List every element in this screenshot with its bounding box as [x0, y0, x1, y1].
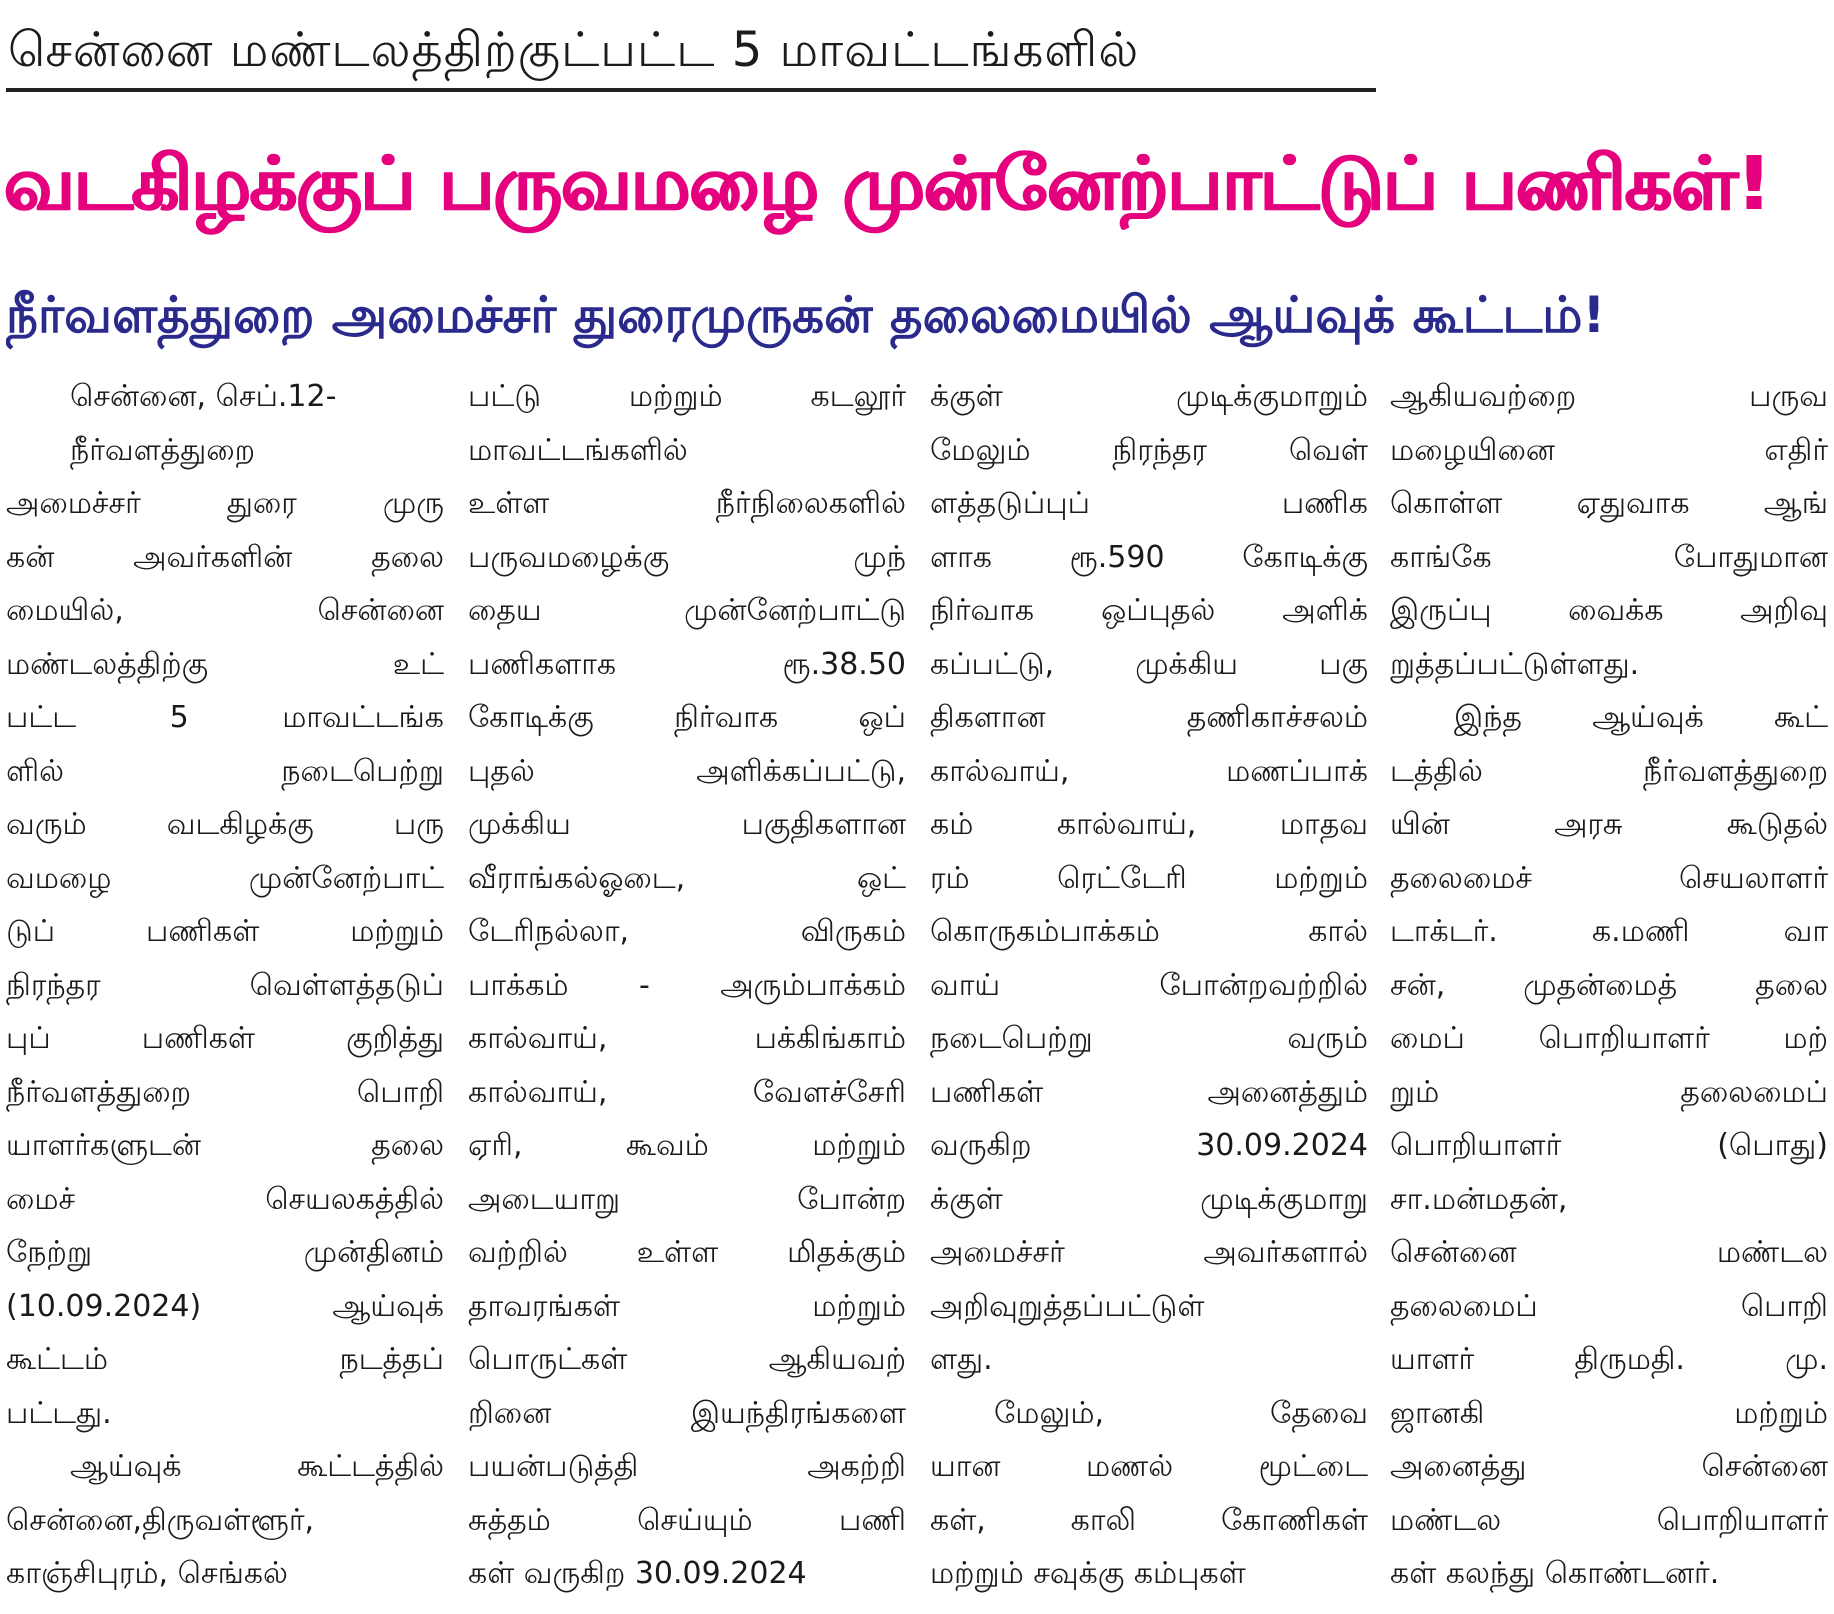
column-line: மேலும் நிரந்தர வெள் — [930, 432, 1368, 468]
column-line: நிரந்தர வெள்ளத்தடுப் — [6, 967, 444, 1003]
column-line: பருவமழைக்கு முந் — [468, 539, 906, 575]
column-line: அமைச்சர் அவர்களால் — [930, 1235, 1368, 1270]
column-line: ளது. — [930, 1342, 993, 1377]
headline: வடகிழக்குப் பருவமழை முன்னேற்பாட்டுப் பணிகள்! — [4, 141, 1770, 227]
column-line: சா.மன்மதன், — [1390, 1181, 1568, 1217]
column-line: டாக்டர். க.மணி வா — [1390, 914, 1828, 949]
column-line: றினை இயந்திரங்களை — [468, 1395, 906, 1431]
column-line: கூட்டம் நடத்தப் — [6, 1342, 444, 1377]
column-line: தலைமைப் பொறி — [1390, 1288, 1828, 1324]
column-line: ரம் ரெட்டேரி மற்றும் — [930, 860, 1368, 896]
column-line: கொருகம்பாக்கம் கால் — [930, 914, 1368, 949]
column-line: கள், காலி கோணிகள் — [930, 1502, 1368, 1538]
column-line: நீர்வளத்துறை பொறி — [6, 1074, 444, 1110]
column-line: வீராங்கல்ஓடை, ஒட் — [468, 860, 906, 896]
kicker-text: சென்னை மண்டலத்திற்குட்பட்ட 5 மாவட்டங்களில் — [8, 22, 1140, 78]
column-line: கால்வாய், பக்கிங்காம் — [468, 1021, 906, 1056]
column-line: தலைமைச் செயலாளர் — [1390, 860, 1828, 896]
column-line: புப் பணிகள் குறித்து — [6, 1021, 444, 1056]
column-line: மைச் செயலகத்தில் — [6, 1181, 444, 1217]
column-line: ளில் நடைபெற்று — [6, 753, 444, 789]
column-line: அடையாறு போன்ற — [468, 1181, 906, 1217]
column-line: வரும் வடகிழக்கு பரு — [6, 807, 444, 842]
column-line: சென்னை, செப்.12- — [70, 379, 337, 414]
column-line: இந்த ஆய்வுக் கூட் — [1454, 700, 1828, 735]
column-line: நடைபெற்று வரும் — [930, 1021, 1368, 1056]
column-line: கப்பட்டு, முக்கிய பகு — [930, 646, 1368, 682]
column-line: யின் அரசு கூடுதல் — [1390, 807, 1828, 842]
column-line: அனைத்து சென்னை — [1390, 1449, 1828, 1484]
column-line: மையில், சென்னை — [6, 593, 444, 628]
column-line: தைய முன்னேற்பாட்டு — [468, 593, 906, 628]
column-line: டேரிநல்லா, விருகம் — [468, 914, 906, 949]
column-line: நிர்வாக ஒப்புதல் அளிக் — [930, 593, 1368, 628]
article-column-1 — [6, 370, 444, 1610]
column-line: வாய் போன்றவற்றில் — [930, 967, 1368, 1003]
column-line: இருப்பு வைக்க அறிவு — [1390, 593, 1828, 628]
article-column-2 — [468, 370, 906, 1610]
column-line: டத்தில் நீர்வளத்துறை — [1390, 753, 1828, 789]
column-line: பொறியாளர் (பொது) — [1390, 1128, 1828, 1163]
column-line: டுப் பணிகள் மற்றும் — [6, 914, 444, 949]
column-line: உள்ள நீர்நிலைகளில் — [468, 486, 906, 521]
column-line: பாக்கம் - அரும்பாக்கம் — [468, 967, 906, 1003]
column-line: மண்டலத்திற்கு உட் — [6, 646, 444, 682]
column-line: மாவட்டங்களில் — [468, 432, 688, 468]
column-line: நேற்று முன்தினம் — [6, 1235, 444, 1270]
column-line: சென்னை,திருவள்ளூர், — [6, 1502, 315, 1538]
column-line: திகளான தணிகாச்சலம் — [930, 700, 1368, 735]
column-line: கள் வருகிற 30.09.2024 — [468, 1556, 807, 1591]
column-line: பயன்படுத்தி அகற்றி — [468, 1449, 906, 1484]
column-line: க்குள் முடிக்குமாறு — [930, 1181, 1368, 1217]
column-line: ஜானகி மற்றும் — [1390, 1395, 1828, 1431]
column-line: வருகிற 30.09.2024 — [930, 1128, 1368, 1163]
column-line: யாளர்களுடன் தலை — [6, 1128, 444, 1163]
column-line: க்குள் முடிக்குமாறும் — [930, 379, 1368, 414]
column-line: பட்டது. — [6, 1395, 112, 1431]
column-line: அறிவுறுத்தப்பட்டுள் — [930, 1288, 1205, 1324]
column-line: மேலும், தேவை — [994, 1395, 1368, 1431]
column-line: றுத்தப்பட்டுள்ளது. — [1390, 646, 1640, 682]
column-line: சுத்தம் செய்யும் பணி — [468, 1502, 906, 1538]
column-line: காங்கே போதுமான — [1390, 539, 1828, 575]
column-line: சென்னை மண்டல — [1390, 1235, 1828, 1270]
column-line: கால்வாய், மணப்பாக் — [930, 753, 1368, 789]
column-line: புதல் அளிக்கப்பட்டு, — [468, 753, 906, 789]
column-line: ஆகியவற்றை பருவ — [1390, 379, 1828, 414]
column-line: வமழை முன்னேற்பாட் — [6, 860, 444, 896]
column-line: ளாக ரூ.590 கோடிக்கு — [930, 539, 1368, 575]
column-line: ளத்தடுப்புப் பணிக — [930, 486, 1368, 521]
column-line: தாவரங்கள் மற்றும் — [468, 1288, 906, 1324]
column-line: கால்வாய், வேளச்சேரி — [468, 1074, 906, 1110]
column-line: கன் அவர்களின் தலை — [6, 539, 444, 575]
column-line: முக்கிய பகுதிகளான — [468, 807, 906, 842]
column-line: பட்டு மற்றும் கடலூர் — [468, 379, 906, 414]
column-line: மண்டல பொறியாளர் — [1390, 1502, 1828, 1538]
article-body — [6, 370, 1828, 1610]
column-line: காஞ்சிபுரம், செங்கல் — [6, 1556, 288, 1591]
column-line: ஆய்வுக் கூட்டத்தில் — [70, 1449, 444, 1484]
column-line: ஏரி, கூவம் மற்றும் — [468, 1128, 906, 1163]
kicker-underline — [6, 88, 1376, 92]
column-line: யாளர் திருமதி. மு. — [1390, 1342, 1828, 1377]
column-line: கள் கலந்து கொண்டனர். — [1390, 1556, 1720, 1591]
column-line: சன், முதன்மைத் தலை — [1390, 967, 1828, 1003]
column-line: கோடிக்கு நிர்வாக ஒப் — [468, 700, 906, 735]
column-line: அமைச்சர் துரை முரு — [6, 486, 444, 521]
column-line: வற்றில் உள்ள மிதக்கும் — [468, 1235, 906, 1270]
column-line: யான மணல் மூட்டை — [930, 1449, 1368, 1484]
column-line: மற்றும் சவுக்கு கம்புகள் — [930, 1556, 1246, 1591]
column-line: கொள்ள ஏதுவாக ஆங் — [1390, 486, 1828, 521]
subheadline: நீர்வளத்துறை அமைச்சர் துரைமுருகன் தலைமையில் ஆய்வுக் கூட்டம்! — [6, 286, 1606, 344]
column-line: மழையினை எதிர் — [1390, 432, 1828, 468]
column-line: மைப் பொறியாளர் மற் — [1390, 1021, 1828, 1056]
article-column-4 — [1390, 370, 1828, 1610]
column-line: பட்ட 5 மாவட்டங்க — [6, 700, 444, 735]
column-line: பணிகளாக ரூ.38.50 — [468, 646, 906, 682]
column-line: றும் தலைமைப் — [1390, 1074, 1828, 1110]
article-column-3 — [930, 370, 1368, 1610]
column-line: (10.09.2024) ஆய்வுக் — [6, 1288, 444, 1324]
column-line: கம் கால்வாய், மாதவ — [930, 807, 1368, 842]
column-line: பணிகள் அனைத்தும் — [930, 1074, 1368, 1110]
column-line: நீர்வளத்துறை — [70, 432, 256, 468]
column-line: பொருட்கள் ஆகியவற் — [468, 1342, 906, 1377]
